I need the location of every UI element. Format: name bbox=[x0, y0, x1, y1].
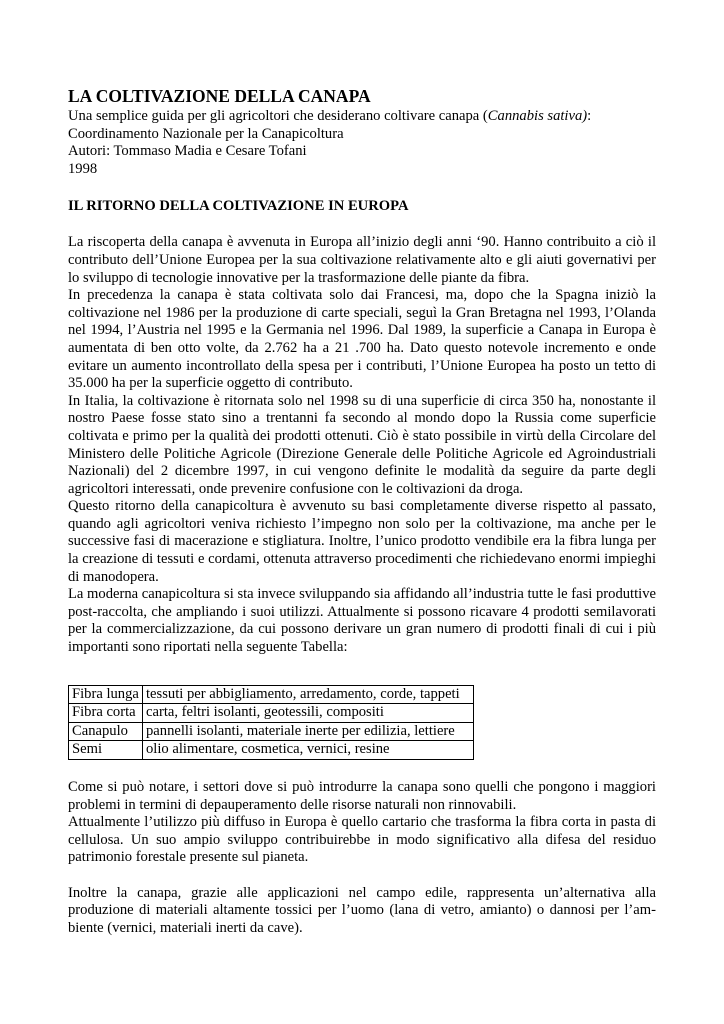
document-authors: Autori: Tommaso Madia e Cesare Tofani bbox=[68, 143, 307, 160]
table-cell-uses: carta, feltri isolanti, geotessili, compositi bbox=[143, 704, 474, 723]
section-heading: IL RITORNO DELLA COLTIVAZIONE IN EUROPA bbox=[68, 198, 409, 215]
table-row bbox=[69, 704, 474, 723]
paragraph: Inoltre la canapa, grazie alle applicazioni nel campo edile, rappresenta un’alternativa alla produzione di materiali altamente tossici per l’uomo (lana di vetro, amianto) o dannosi per l’ambiente (vernici, materiali inerti da cave). bbox=[68, 884, 656, 936]
paragraph: In precedenza la canapa è stata coltivata solo dai Francesi, ma, dopo che la Spagna iniziò la coltivazione nel 1986 per la produzione di carte speciali, seguì la Gran Bretagna nel 1993, l’Olanda nel 1994, l’Austria nel 1995 e la Germania nel 1996. Dal 1989, la superficie a Canapa in Europa è aumentata di ben otto volte, da 2.762 ha a 21 .700 ha. Dato questo notevole incremento e onde evitare un aumento incontrollato della spesa per i contributi, l’Unione Europea ha posto un tetto di 35.000 ha per la superficie oggetto di contributo. bbox=[68, 287, 656, 392]
document-title: LA COLTIVAZIONE DELLA CANAPA bbox=[68, 86, 371, 106]
paragraph-gap bbox=[68, 867, 656, 885]
paragraph: Attualmente l’utilizzo più diffuso in Europa è quello cartario che trasforma la fibra corta in pasta di cellulosa. Un suo ampio sviluppo contribuirebbe in modo significativo alla difesa del residuo patrimonio forestale presente sul pianeta. bbox=[68, 814, 656, 866]
table-cell-product: Semi bbox=[69, 741, 143, 760]
document-year: 1998 bbox=[68, 160, 98, 177]
document-subtitle bbox=[68, 108, 656, 126]
table-cell-uses: pannelli isolanti, materiale inerte per edilizia, lettiere bbox=[143, 722, 474, 741]
table-row bbox=[69, 685, 474, 704]
subtitle-text: Una semplice guida per gli agricoltori che desiderano coltivare canapa ( bbox=[68, 108, 488, 124]
table-row bbox=[69, 741, 474, 760]
paragraph: Questo ritorno della canapicoltura è avvenuto su basi completamente diverse rispetto al passato, quando agli agricoltori veniva richiesto l’impegno non solo per la coltivazione, ma anche per le successive fasi di macerazione e stigliatura. Inoltre, l’unico prodotto vendibile era la fibra lunga per la creazione di tessuti e cordami, ottenuta attraverso procedimenti che richiedevano enormi impieghi di manodopera. bbox=[68, 498, 656, 585]
table-row bbox=[69, 722, 474, 741]
paragraph: La riscoperta della canapa è avvenuta in Europa all’inizio degli anni ‘90. Hanno contribuito a ciò il contributo dell’Unione Europea per la sua coltivazione relativamente alto e gli aiuti governativi per lo sviluppo di tecnologie innovative per la trasformazione delle piante da fibra. bbox=[68, 234, 656, 286]
document-organization: Coordinamento Nazionale per la Canapicoltura bbox=[68, 125, 344, 142]
paragraph: La moderna canapicoltura si sta invece sviluppando sia affidando all’industria tutte le fasi produttive post-raccolta, che ampliando i suoi utilizzi. Attualmente si possono ricavare 4 prodotti semilavorati per la commercializzazione, da cui possono derivare un gran numero di prodotti finali di cui i più importanti sono riportati nella seguente Tabella: bbox=[68, 586, 656, 656]
paragraph: In Italia, la coltivazione è ritornata solo nel 1998 su di una superficie di circa 350 ha, nonostante il nostro Paese fosse stato sino a trentanni fa secondo al mondo dopo la Russia come superficie coltivata e primo per la qualità dei prodotti ottenuti. Ciò è stato possibile in virtù della Circolare del Ministero delle Politiche Agricole (Direzione Generale delle Politiche Agricole ed Agroindustriali Nazionali) del 2 dicembre 1997, in cui vengono definite le modalità da seguire da parte degli agricoltori interessati, onde prevenire confusione con le coltivazioni da droga. bbox=[68, 392, 656, 497]
table-cell-product: Canapulo bbox=[69, 722, 143, 741]
table-cell-product: Fibra corta bbox=[69, 704, 143, 723]
table-cell-uses: tessuti per abbigliamento, arredamento, corde, tappeti bbox=[143, 685, 474, 704]
subtitle-species: Cannabis sativa) bbox=[487, 108, 588, 124]
table-cell-product: Fibra lunga bbox=[69, 685, 143, 704]
subtitle-colon: : bbox=[587, 108, 592, 124]
document-page bbox=[68, 86, 656, 937]
document-meta bbox=[68, 108, 656, 178]
paragraph: Come si può notare, i settori dove si può introdurre la canapa sono quelli che pongono i maggiori problemi in termini di depauperamento delle risorse naturali non rinnovabili. bbox=[68, 779, 656, 813]
table-cell-uses: olio alimentare, cosmetica, vernici, resine bbox=[143, 741, 474, 760]
products-table bbox=[68, 685, 474, 760]
